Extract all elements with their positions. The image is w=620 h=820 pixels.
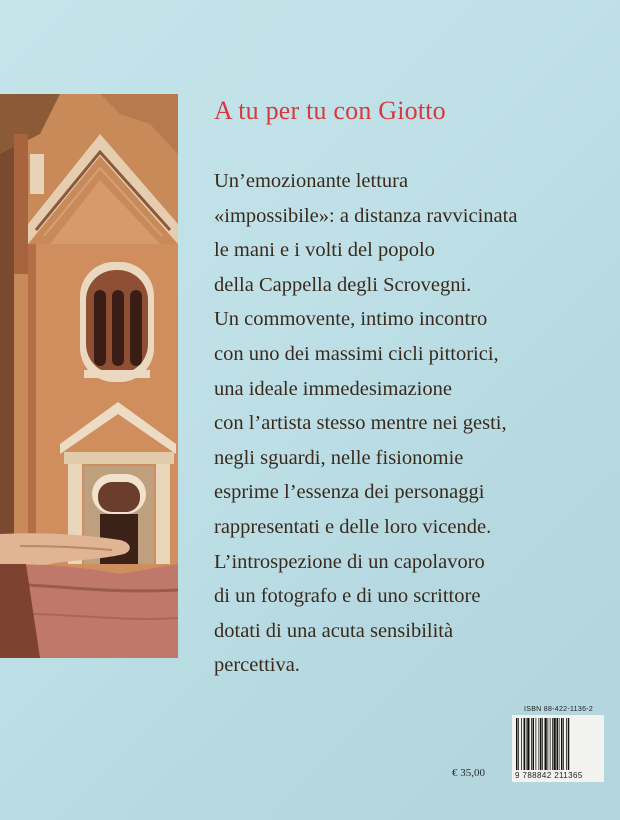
- blurb-line: della Cappella degli Scrovegni.: [214, 273, 472, 296]
- barcode-bar: [542, 718, 543, 770]
- price-label: € 35,00: [452, 767, 485, 779]
- barcode-bar: [524, 718, 526, 770]
- barcode-number: 9 788842 211365: [515, 771, 583, 780]
- blurb-line: «impossibile»: a distanza ravvicinata: [214, 204, 518, 227]
- blurb-line: le mani e i volti del popolo: [214, 239, 435, 262]
- blurb-line: Un commovente, intimo incontro: [214, 308, 488, 331]
- barcode-bar: [554, 718, 556, 770]
- barcode-bar: [568, 718, 570, 770]
- blurb-line: percettiva.: [214, 654, 300, 677]
- barcode-bar: [550, 718, 551, 770]
- fresco-detail-image: [0, 94, 178, 658]
- blurb-line: negli sguardi, nelle fisionomie: [214, 446, 464, 469]
- barcode-bar: [533, 718, 535, 770]
- barcode-bar: [521, 718, 522, 770]
- isbn-text: ISBN 88-422-1136-2: [524, 706, 594, 713]
- barcode-bar: [518, 718, 519, 770]
- blurb-line: L’introspezione di un capolavoro: [214, 550, 485, 573]
- barcode-bar: [552, 718, 553, 770]
- blurb-line: dotati di una acuta sensibilità: [214, 619, 454, 642]
- blurb-line: Un’emozionante lettura: [214, 170, 409, 192]
- barcode: [512, 715, 604, 782]
- blurb-text: [214, 164, 594, 683]
- barcode-bar: [531, 718, 532, 770]
- barcode-bar: [526, 718, 527, 770]
- barcode-bar: [557, 718, 559, 770]
- barcode-bar: [563, 718, 564, 770]
- blurb-line: una ideale immedesimazione: [214, 377, 452, 400]
- barcode-bar: [566, 718, 567, 770]
- barcode-bar: [540, 718, 542, 770]
- barcode-bar: [516, 718, 518, 770]
- barcode-bar: [561, 718, 563, 770]
- barcode-bar: [527, 718, 529, 770]
- blurb-line: con l’artista stesso mentre nei gesti,: [214, 412, 507, 435]
- blurb-line: con uno dei massimi cicli pittorici,: [214, 342, 499, 365]
- barcode-bar: [548, 718, 549, 770]
- barcode-bar: [559, 718, 560, 770]
- blurb-line: esprime l’essenza dei personaggi: [214, 481, 485, 504]
- barcode-bar: [545, 718, 547, 770]
- barcode-bar: [536, 718, 537, 770]
- barcode-bars: [515, 718, 595, 770]
- barcode-bar: [539, 718, 540, 770]
- blurb-line: di un fotografo e di uno scrittore: [214, 585, 481, 608]
- blurb-line: rappresentati e delle loro vicende.: [214, 515, 492, 538]
- book-title: A tu per tu con Giotto: [214, 96, 446, 125]
- barcode-block: [512, 706, 604, 782]
